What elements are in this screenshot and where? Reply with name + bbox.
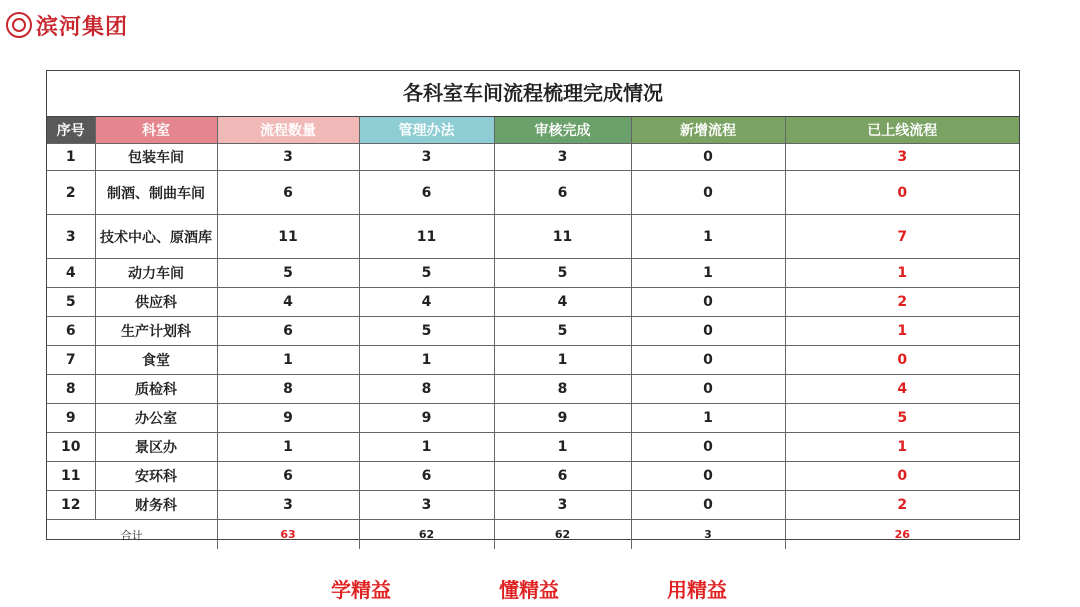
cell-total: 3 bbox=[217, 491, 359, 520]
cell-no: 4 bbox=[47, 259, 95, 288]
table-row bbox=[47, 171, 1019, 215]
cell-audited: 6 bbox=[494, 171, 631, 215]
total-audited: 62 bbox=[494, 520, 631, 550]
cell-audited: 1 bbox=[494, 346, 631, 375]
table-row bbox=[47, 375, 1019, 404]
cell-added: 0 bbox=[631, 375, 785, 404]
cell-total: 11 bbox=[217, 215, 359, 259]
cell-added: 1 bbox=[631, 404, 785, 433]
cell-dept: 包装车间 bbox=[95, 144, 217, 171]
cell-online: 0 bbox=[785, 462, 1019, 491]
cell-mgmt: 4 bbox=[359, 288, 494, 317]
cell-audited: 3 bbox=[494, 144, 631, 171]
cell-dept: 办公室 bbox=[95, 404, 217, 433]
total-added: 3 bbox=[631, 520, 785, 550]
table-row bbox=[47, 404, 1019, 433]
table-header-row bbox=[47, 117, 1019, 144]
cell-mgmt: 6 bbox=[359, 462, 494, 491]
cell-dept: 制酒、制曲车间 bbox=[95, 171, 217, 215]
cell-audited: 8 bbox=[494, 375, 631, 404]
cell-total: 6 bbox=[217, 462, 359, 491]
table-row bbox=[47, 288, 1019, 317]
table-row bbox=[47, 215, 1019, 259]
cell-dept: 财务科 bbox=[95, 491, 217, 520]
cell-no: 3 bbox=[47, 215, 95, 259]
seal-icon bbox=[6, 12, 32, 38]
table-row bbox=[47, 433, 1019, 462]
company-name: 滨河集团 bbox=[36, 14, 129, 40]
cell-dept: 生产计划科 bbox=[95, 317, 217, 346]
cell-total: 5 bbox=[217, 259, 359, 288]
table-row bbox=[47, 462, 1019, 491]
table-row bbox=[47, 317, 1019, 346]
total-total: 63 bbox=[217, 520, 359, 550]
cell-online: 2 bbox=[785, 288, 1019, 317]
cell-no: 8 bbox=[47, 375, 95, 404]
cell-mgmt: 8 bbox=[359, 375, 494, 404]
cell-total: 3 bbox=[217, 144, 359, 171]
cell-total: 1 bbox=[217, 346, 359, 375]
cell-total: 6 bbox=[217, 317, 359, 346]
table-row bbox=[47, 144, 1019, 171]
cell-audited: 9 bbox=[494, 404, 631, 433]
cell-online: 1 bbox=[785, 433, 1019, 462]
cell-added: 0 bbox=[631, 462, 785, 491]
cell-mgmt: 1 bbox=[359, 433, 494, 462]
header-total: 流程数量 bbox=[217, 117, 359, 144]
cell-audited: 11 bbox=[494, 215, 631, 259]
cell-total: 4 bbox=[217, 288, 359, 317]
cell-online: 1 bbox=[785, 259, 1019, 288]
slogan-understand: 懂精益 bbox=[499, 578, 559, 602]
cell-mgmt: 9 bbox=[359, 404, 494, 433]
cell-online: 0 bbox=[785, 171, 1019, 215]
cell-mgmt: 6 bbox=[359, 171, 494, 215]
total-mgmt: 62 bbox=[359, 520, 494, 550]
table-row bbox=[47, 259, 1019, 288]
cell-dept: 供应科 bbox=[95, 288, 217, 317]
table-row bbox=[47, 346, 1019, 375]
cell-added: 0 bbox=[631, 288, 785, 317]
cell-no: 2 bbox=[47, 171, 95, 215]
total-label: 合计 bbox=[47, 520, 217, 550]
cell-mgmt: 5 bbox=[359, 317, 494, 346]
header-audited: 审核完成 bbox=[494, 117, 631, 144]
cell-no: 6 bbox=[47, 317, 95, 346]
cell-mgmt: 11 bbox=[359, 215, 494, 259]
cell-audited: 3 bbox=[494, 491, 631, 520]
cell-audited: 6 bbox=[494, 462, 631, 491]
cell-dept: 技术中心、原酒库 bbox=[95, 215, 217, 259]
cell-no: 7 bbox=[47, 346, 95, 375]
cell-online: 4 bbox=[785, 375, 1019, 404]
slogan-apply: 用精益 bbox=[667, 578, 727, 602]
cell-added: 0 bbox=[631, 346, 785, 375]
cell-total: 6 bbox=[217, 171, 359, 215]
header-online: 已上线流程 bbox=[785, 117, 1019, 144]
cell-dept: 食堂 bbox=[95, 346, 217, 375]
cell-dept: 安环科 bbox=[95, 462, 217, 491]
table-row bbox=[47, 491, 1019, 520]
header-no: 序号 bbox=[47, 117, 95, 144]
slogans bbox=[0, 574, 1080, 604]
slogan-learn: 学精益 bbox=[331, 578, 391, 602]
cell-no: 5 bbox=[47, 288, 95, 317]
cell-no: 12 bbox=[47, 491, 95, 520]
cell-total: 8 bbox=[217, 375, 359, 404]
header-mgmt: 管理办法 bbox=[359, 117, 494, 144]
cell-mgmt: 3 bbox=[359, 144, 494, 171]
cell-audited: 1 bbox=[494, 433, 631, 462]
total-online: 26 bbox=[785, 520, 1019, 550]
cell-total: 9 bbox=[217, 404, 359, 433]
cell-online: 1 bbox=[785, 317, 1019, 346]
cell-audited: 4 bbox=[494, 288, 631, 317]
cell-added: 0 bbox=[631, 491, 785, 520]
cell-no: 9 bbox=[47, 404, 95, 433]
header-added: 新增流程 bbox=[631, 117, 785, 144]
sheet-title: 各科室车间流程梳理完成情况 bbox=[47, 71, 1019, 117]
cell-no: 1 bbox=[47, 144, 95, 171]
cell-mgmt: 1 bbox=[359, 346, 494, 375]
cell-added: 0 bbox=[631, 317, 785, 346]
summary-sheet bbox=[46, 70, 1020, 540]
cell-mgmt: 5 bbox=[359, 259, 494, 288]
cell-dept: 动力车间 bbox=[95, 259, 217, 288]
cell-dept: 景区办 bbox=[95, 433, 217, 462]
process-table bbox=[47, 117, 1019, 549]
cell-added: 0 bbox=[631, 171, 785, 215]
cell-online: 2 bbox=[785, 491, 1019, 520]
cell-total: 1 bbox=[217, 433, 359, 462]
cell-audited: 5 bbox=[494, 317, 631, 346]
cell-mgmt: 3 bbox=[359, 491, 494, 520]
cell-added: 1 bbox=[631, 215, 785, 259]
company-logo bbox=[6, 10, 128, 40]
cell-online: 5 bbox=[785, 404, 1019, 433]
cell-no: 10 bbox=[47, 433, 95, 462]
header-dept: 科室 bbox=[95, 117, 217, 144]
table-body bbox=[47, 144, 1019, 550]
cell-added: 1 bbox=[631, 259, 785, 288]
cell-online: 7 bbox=[785, 215, 1019, 259]
cell-no: 11 bbox=[47, 462, 95, 491]
cell-added: 0 bbox=[631, 433, 785, 462]
cell-added: 0 bbox=[631, 144, 785, 171]
cell-audited: 5 bbox=[494, 259, 631, 288]
cell-dept: 质检科 bbox=[95, 375, 217, 404]
cell-online: 0 bbox=[785, 346, 1019, 375]
cell-online: 3 bbox=[785, 144, 1019, 171]
total-row bbox=[47, 520, 1019, 550]
